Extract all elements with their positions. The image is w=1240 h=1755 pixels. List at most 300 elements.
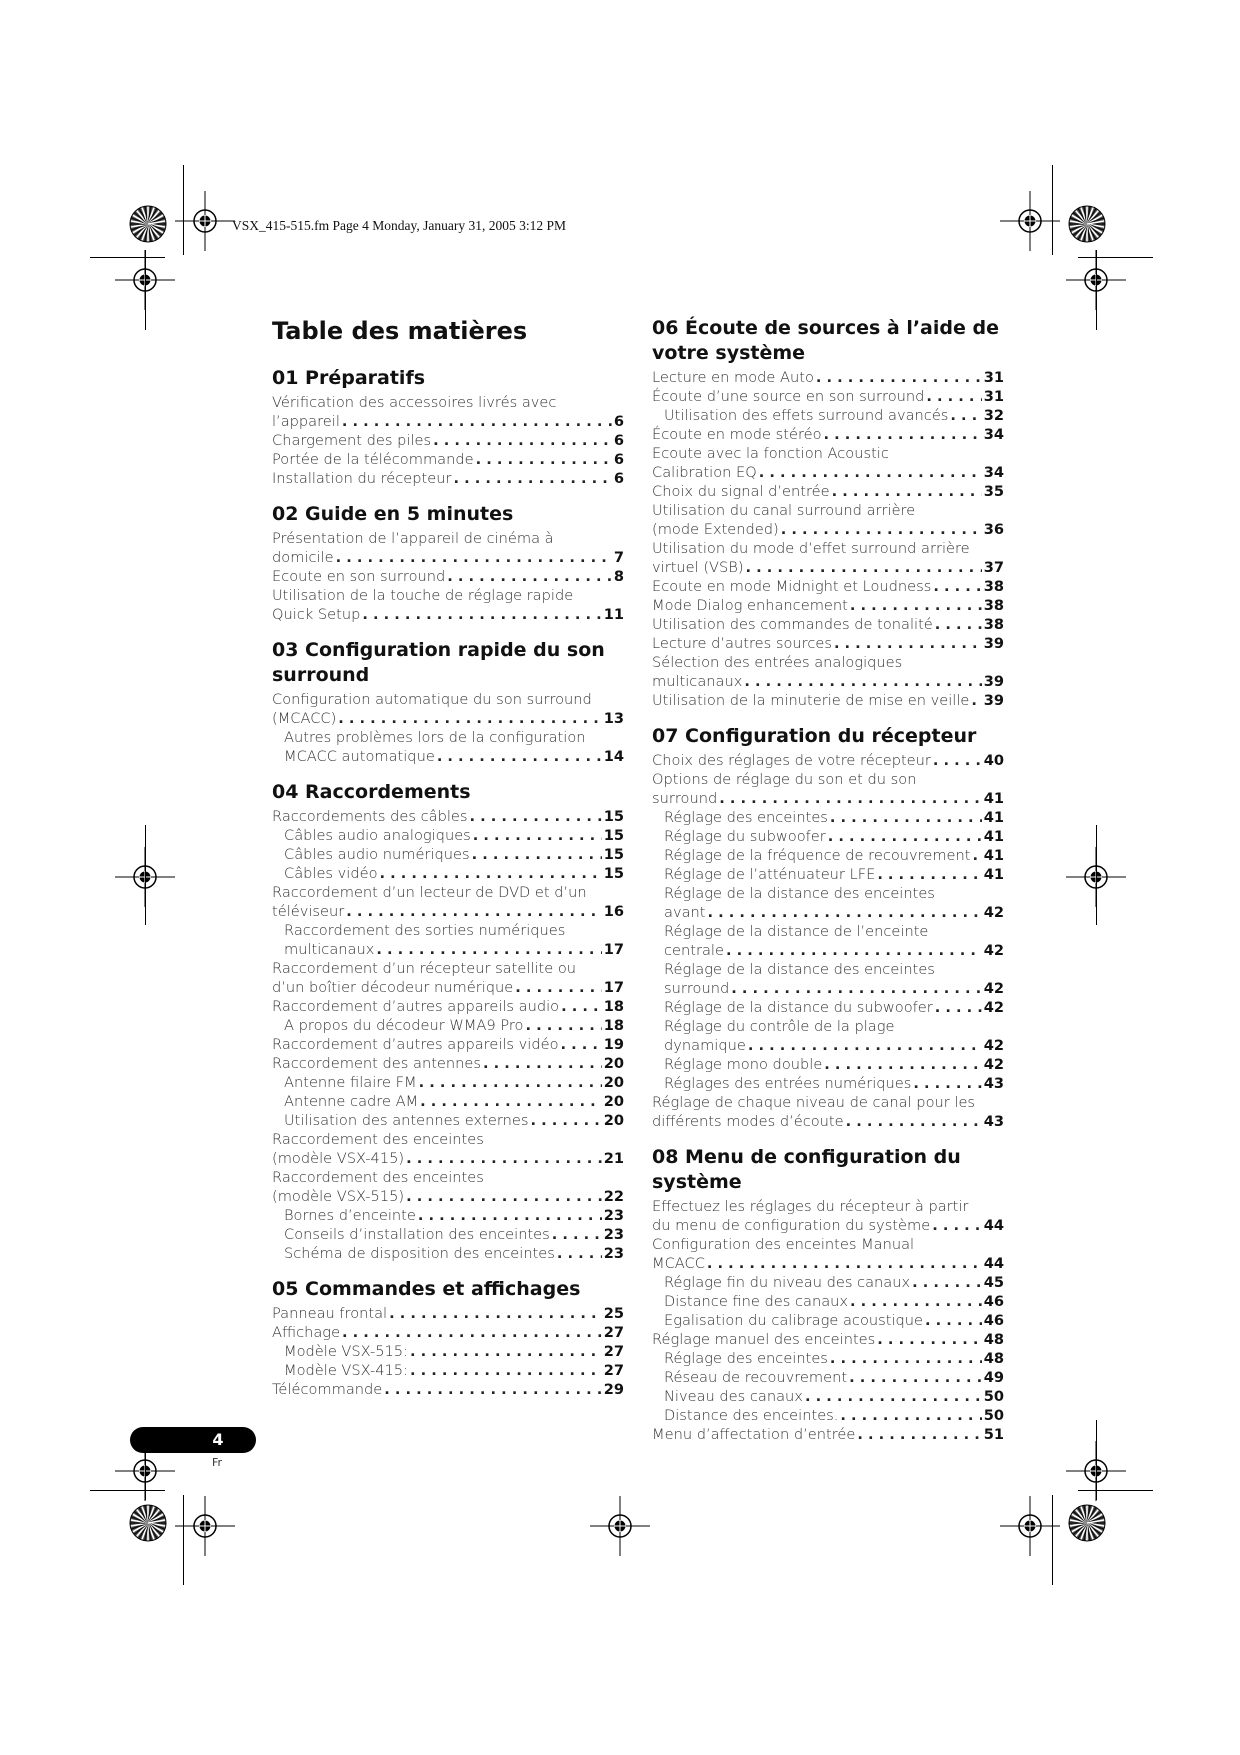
- print-header: VSX_415-515.fm Page 4 Monday, January 31, 2005 3:12 PM: [232, 218, 566, 233]
- entry-text: Egalisation du calibrage acoustique: [664, 1312, 923, 1329]
- page-ref: 39: [983, 692, 1004, 709]
- entry-text: du menu de configuration du système: [652, 1217, 931, 1234]
- page-ref: 41: [983, 866, 1004, 883]
- entry-text: Câbles vidéo: [284, 865, 378, 882]
- entry-text: Utilisation des antennes externes: [284, 1112, 529, 1129]
- entry-text-first-line: Ecoute avec la fonction Acoustic: [652, 445, 889, 462]
- entry-text: Câbles audio numériques: [284, 846, 470, 863]
- entry-text-first-line: Options de réglage du son et du son: [652, 771, 917, 788]
- toc-section: [652, 1145, 1004, 1444]
- entry-text: Antenne cadre AM: [284, 1093, 419, 1110]
- toc-subentry: [652, 884, 1004, 922]
- dot-leader: [971, 691, 981, 710]
- entry-text: avant: [664, 904, 706, 921]
- toc-subentry: [652, 827, 1004, 846]
- dot-leader: [746, 558, 982, 577]
- toc-subentry: [652, 998, 1004, 1017]
- section-title: 03 Configuration rapide du son surround: [272, 639, 605, 686]
- toc-entry: [272, 883, 624, 921]
- crop-line: [183, 165, 184, 255]
- entry-text-first-line: Réglage de la distance de l’enceinte: [664, 923, 929, 940]
- entry-text: dynamique: [664, 1037, 746, 1054]
- page-ref: 8: [613, 568, 624, 585]
- dot-leader: [912, 1273, 982, 1292]
- entry-text: Raccordement des antennes: [272, 1055, 481, 1072]
- toc-subentry: [652, 1349, 1004, 1368]
- dot-leader: [824, 425, 982, 444]
- color-bar-starburst: [128, 1503, 168, 1543]
- entry-text: Réglage de la distance du subwoofer: [664, 999, 933, 1016]
- entry-text: Réglage du subwoofer: [664, 828, 826, 845]
- entry-text: Raccordement d’autres appareils vidéo: [272, 1036, 559, 1053]
- section-title: 01 Préparatifs: [272, 367, 426, 389]
- entry-text: Conseils d’installation des enceintes: [284, 1226, 550, 1243]
- dot-leader: [384, 1380, 601, 1399]
- entry-text: Réglage des enceintes: [664, 809, 828, 826]
- toc-subentry: [652, 1311, 1004, 1330]
- page-ref: 44: [983, 1217, 1004, 1234]
- toc-subentry: [652, 1074, 1004, 1093]
- dot-leader: [748, 1036, 982, 1055]
- entry-text: Modèle VSX-415:: [284, 1362, 408, 1379]
- dot-leader: [515, 978, 601, 997]
- entry-text: MCACC automatique: [284, 748, 435, 765]
- entry-text: Affichage: [272, 1324, 341, 1341]
- entry-text: Bornes d’enceinte: [284, 1207, 416, 1224]
- entry-text: d’un boîtier décodeur numérique: [272, 979, 514, 996]
- section-title: 02 Guide en 5 minutes: [272, 503, 514, 525]
- toc-subentry: [272, 921, 624, 959]
- dot-leader: [437, 747, 602, 766]
- entry-text: Lecture d’autres sources: [652, 635, 832, 652]
- dot-leader: [824, 1055, 981, 1074]
- entry-text: Antenne filaire FM: [284, 1074, 417, 1091]
- toc-entry: [652, 653, 1004, 691]
- page-ref: 25: [603, 1305, 624, 1322]
- toc-entry: [272, 807, 624, 826]
- toc-subentry: [272, 1225, 624, 1244]
- dot-leader: [950, 406, 981, 425]
- registration-target: [590, 1496, 650, 1556]
- page-ref: 23: [603, 1245, 624, 1262]
- entry-text-first-line: Réglage de la distance des enceintes: [664, 961, 935, 978]
- page-ref: 14: [603, 748, 624, 765]
- entry-text: Calibration EQ: [652, 464, 757, 481]
- dot-leader: [346, 902, 601, 921]
- dot-leader: [552, 1225, 602, 1244]
- page-ref: 45: [983, 1274, 1004, 1291]
- toc-subentry: [652, 1292, 1004, 1311]
- page-ref: 38: [983, 616, 1004, 633]
- toc-subentry: [272, 1342, 624, 1361]
- toc-entry: [652, 770, 1004, 808]
- entry-text: virtuel (VSB): [652, 559, 744, 576]
- entry-text: (modèle VSX-515): [272, 1188, 405, 1205]
- toc-title: Table des matières: [272, 317, 528, 345]
- page-ref: 22: [603, 1188, 624, 1205]
- toc-subentry: [652, 865, 1004, 884]
- dot-leader: [419, 1073, 602, 1092]
- toc-entry: [652, 1235, 1004, 1273]
- entry-text: multicanaux: [284, 941, 375, 958]
- page-ref: 20: [603, 1055, 624, 1072]
- entry-text: Choix du signal d’entrée: [652, 483, 830, 500]
- page-ref: 18: [603, 998, 624, 1015]
- entry-text: Ecoute en mode Midnight et Loudness: [652, 578, 932, 595]
- dot-leader: [828, 827, 982, 846]
- dot-leader: [731, 979, 981, 998]
- entry-text: Modèle VSX-515:: [284, 1343, 408, 1360]
- dot-leader: [561, 997, 602, 1016]
- entry-text-first-line: Configuration automatique du son surround: [272, 691, 592, 708]
- page-ref: 50: [983, 1407, 1004, 1424]
- toc-section: [272, 366, 624, 488]
- toc-entry: [272, 997, 624, 1016]
- entry-text-first-line: Réglage de la distance des enceintes: [664, 885, 935, 902]
- page-ref: 42: [983, 980, 1004, 997]
- toc-entry: [652, 1425, 1004, 1444]
- toc-section: [652, 724, 1004, 1131]
- page-ref: 15: [603, 846, 624, 863]
- page-ref: 21: [603, 1150, 624, 1167]
- entry-text: Utilisation de la minuterie de mise en veille: [652, 692, 970, 709]
- entry-text: Distance fine des canaux: [664, 1293, 849, 1310]
- page-ref: 15: [603, 827, 624, 844]
- entry-text: Niveau des canaux: [664, 1388, 803, 1405]
- page-ref: 29: [603, 1381, 624, 1398]
- crop-line: [90, 1490, 165, 1491]
- page-ref: 20: [603, 1074, 624, 1091]
- entry-text-first-line: Raccordement des enceintes: [272, 1169, 484, 1186]
- dot-leader: [420, 1092, 602, 1111]
- toc-entry: [272, 529, 624, 567]
- toc-subentry: [272, 1092, 624, 1111]
- dot-leader: [406, 1149, 602, 1168]
- dot-leader: [926, 387, 981, 406]
- entry-text: Ecoute en son surround: [272, 568, 446, 585]
- toc-entry: [652, 425, 1004, 444]
- section-title: 07 Configuration du récepteur: [652, 725, 977, 747]
- toc-entry: [652, 596, 1004, 615]
- crop-line: [1052, 165, 1053, 255]
- crop-line: [1078, 1490, 1153, 1491]
- crop-line: [145, 825, 146, 925]
- page-ref: 20: [603, 1093, 624, 1110]
- toc-subentry: [652, 808, 1004, 827]
- entry-text-first-line: Réglage du contrôle de la plage: [664, 1018, 895, 1035]
- toc-subentry: [272, 1244, 624, 1263]
- page-ref: 48: [983, 1331, 1004, 1348]
- dot-leader: [925, 1311, 982, 1330]
- dot-leader: [389, 1304, 602, 1323]
- entry-text: Câbles audio analogiques: [284, 827, 471, 844]
- registration-target: [175, 191, 235, 251]
- toc-section: [272, 502, 624, 624]
- toc-left-column: [272, 316, 624, 1413]
- toc-entry: [652, 387, 1004, 406]
- entry-text-first-line: Utilisation du mode d’effet surround arrière: [652, 540, 970, 557]
- entry-text: Installation du récepteur: [272, 470, 452, 487]
- dot-leader: [342, 1323, 602, 1342]
- entry-text: MCACC: [652, 1255, 705, 1272]
- dot-leader: [483, 1054, 602, 1073]
- color-bar-starburst: [128, 204, 168, 244]
- toc-subentry: [652, 1273, 1004, 1292]
- entry-text: Télécommande: [272, 1381, 383, 1398]
- entry-text: Réglage fin du niveau des canaux: [664, 1274, 911, 1291]
- dot-leader: [850, 596, 982, 615]
- page-ref: 18: [603, 1017, 624, 1034]
- toc-entry: [272, 1304, 624, 1323]
- page-ref: 38: [983, 597, 1004, 614]
- entry-text: (modèle VSX-415): [272, 1150, 405, 1167]
- page-ref: 27: [603, 1362, 624, 1379]
- entry-text: Utilisation des effets surround avancés: [664, 407, 949, 424]
- page-ref: 41: [983, 828, 1004, 845]
- toc-entry: [652, 368, 1004, 387]
- dot-leader: [973, 846, 982, 865]
- page-ref: 51: [983, 1426, 1004, 1443]
- dot-leader: [473, 826, 602, 845]
- dot-leader: [380, 864, 602, 883]
- dot-leader: [816, 368, 982, 387]
- page-ref: 36: [983, 521, 1004, 538]
- toc-entry: [652, 539, 1004, 577]
- dot-leader: [476, 450, 612, 469]
- entry-text: différents modes d’écoute: [652, 1113, 844, 1130]
- page-ref: 15: [603, 865, 624, 882]
- entry-text: Réseau de recouvrement: [664, 1369, 848, 1386]
- toc-entry: [272, 1380, 624, 1399]
- dot-leader: [557, 1244, 602, 1263]
- dot-leader: [530, 1111, 601, 1130]
- entry-text-first-line: Réglage de chaque niveau de canal pour les: [652, 1094, 976, 1111]
- page-ref: 38: [983, 578, 1004, 595]
- entry-text-first-line: Configuration des enceintes Manual: [652, 1236, 915, 1253]
- page-ref: 19: [603, 1036, 624, 1053]
- dot-leader: [406, 1187, 602, 1206]
- entry-text: centrale: [664, 942, 724, 959]
- dot-leader: [846, 1112, 982, 1131]
- toc-entry: [272, 450, 624, 469]
- page-ref: 15: [603, 808, 624, 825]
- page-ref: 42: [983, 904, 1004, 921]
- entry-text: Chargement des piles: [272, 432, 432, 449]
- entry-text: Réglage mono double: [664, 1056, 823, 1073]
- page-ref: 6: [613, 470, 624, 487]
- entry-text-first-line: Raccordement d’un lecteur de DVD et d’un: [272, 884, 587, 901]
- page-ref: 43: [983, 1113, 1004, 1130]
- toc-entry: [652, 1330, 1004, 1349]
- toc-subentry: [652, 1406, 1004, 1425]
- toc-entry: [652, 577, 1004, 596]
- page-ref: 11: [603, 606, 624, 623]
- page-tab: [130, 1427, 256, 1453]
- dot-leader: [418, 1206, 602, 1225]
- entry-text: Réglages des entrées numériques: [664, 1075, 912, 1092]
- page-ref: 39: [983, 673, 1004, 690]
- page-ref: 40: [983, 752, 1004, 769]
- page-ref: 39: [983, 635, 1004, 652]
- dot-leader: [830, 1349, 982, 1368]
- dot-leader: [336, 548, 612, 567]
- page-ref: 7: [613, 549, 624, 566]
- entry-text: Écoute d’une source en son surround: [652, 388, 925, 405]
- page-ref: 49: [983, 1369, 1004, 1386]
- toc-entry: [272, 393, 624, 431]
- dot-leader: [759, 463, 982, 482]
- entry-text: A propos du décodeur WMA9 Pro: [284, 1017, 524, 1034]
- page-ref: 17: [603, 941, 624, 958]
- entry-text-first-line: Sélection des entrées analogiques: [652, 654, 903, 671]
- page-ref: 44: [983, 1255, 1004, 1272]
- dot-leader: [342, 412, 612, 431]
- entry-text: Écoute en mode stéréo: [652, 426, 822, 443]
- toc-subentry: [272, 845, 624, 864]
- toc-entry: [652, 1093, 1004, 1131]
- entry-text: Panneau frontal: [272, 1305, 388, 1322]
- dot-leader: [362, 605, 601, 624]
- toc-entry: [272, 1323, 624, 1342]
- section-title: 05 Commandes et affichages: [272, 1278, 581, 1300]
- toc-entry: [652, 691, 1004, 710]
- page-ref: 32: [983, 407, 1004, 424]
- page-ref: 6: [613, 432, 624, 449]
- registration-target: [1000, 191, 1060, 251]
- toc-entry: [272, 586, 624, 624]
- toc-subentry: [652, 406, 1004, 425]
- entry-text-first-line: Raccordement des enceintes: [272, 1131, 484, 1148]
- page-ref: 31: [983, 369, 1004, 386]
- crop-line: [1052, 1495, 1053, 1585]
- page-language: Fr: [212, 1456, 223, 1469]
- dot-leader: [877, 1330, 981, 1349]
- entry-text: domicile: [272, 549, 334, 566]
- page-ref: 16: [603, 903, 624, 920]
- entry-text: Choix des réglages de votre récepteur: [652, 752, 931, 769]
- toc-entry: [652, 444, 1004, 482]
- entry-text-first-line: Effectuez les réglages du récepteur à partir: [652, 1198, 969, 1215]
- dot-leader: [933, 751, 982, 770]
- page-ref: 35: [983, 483, 1004, 500]
- toc-subentry: [652, 846, 1004, 865]
- toc-entry: [272, 1130, 624, 1168]
- entry-text: Raccordement d’autres appareils audio: [272, 998, 560, 1015]
- toc-entry: [652, 615, 1004, 634]
- toc-subentry: [272, 826, 624, 845]
- entry-text-first-line: Autres problèmes lors de la configuration: [284, 729, 586, 746]
- toc-subentry: [652, 1055, 1004, 1074]
- color-bar-starburst: [1067, 204, 1107, 244]
- page-ref: 6: [613, 413, 624, 430]
- page-ref: 17: [603, 979, 624, 996]
- entry-text: multicanaux: [652, 673, 743, 690]
- dot-leader: [472, 845, 602, 864]
- page-ref: 42: [983, 942, 1004, 959]
- registration-target: [1000, 1496, 1060, 1556]
- toc-entry: [652, 501, 1004, 539]
- entry-text: surround: [652, 790, 718, 807]
- toc-subentry: [272, 728, 624, 766]
- toc-entry: [272, 431, 624, 450]
- toc-entry: [272, 469, 624, 488]
- toc-subentry: [652, 1387, 1004, 1406]
- section-title: 06 Écoute de sources à l’aide de votre système: [652, 317, 999, 364]
- dot-leader: [744, 672, 981, 691]
- entry-text: (mode Extended): [652, 521, 779, 538]
- dot-leader: [850, 1292, 982, 1311]
- page-ref: 46: [983, 1312, 1004, 1329]
- dot-leader: [935, 998, 982, 1017]
- page-ref: 41: [983, 847, 1004, 864]
- page-ref: 50: [983, 1388, 1004, 1405]
- dot-leader: [913, 1074, 981, 1093]
- toc-entry: [272, 1054, 624, 1073]
- entry-text: surround: [664, 980, 730, 997]
- dot-leader: [338, 709, 601, 728]
- page-ref: 42: [983, 999, 1004, 1016]
- page-number: 4: [212, 1430, 224, 1449]
- page-ref: 20: [603, 1112, 624, 1129]
- entry-text-first-line: Utilisation du canal surround arrière: [652, 502, 916, 519]
- dot-leader: [849, 1368, 982, 1387]
- entry-text: Raccordements des câbles: [272, 808, 468, 825]
- entry-text: Quick Setup: [272, 606, 361, 623]
- toc-subentry: [272, 1111, 624, 1130]
- dot-leader: [830, 808, 982, 827]
- page-ref: 13: [603, 710, 624, 727]
- toc-subentry: [272, 1361, 624, 1380]
- toc-section: [652, 316, 1004, 710]
- crop-line: [1096, 825, 1097, 925]
- dot-leader: [726, 941, 982, 960]
- toc-entry: [272, 1035, 624, 1054]
- entry-text-first-line: Vérification des accessoires livrés avec: [272, 394, 557, 411]
- page-ref: 46: [983, 1293, 1004, 1310]
- page-ref: 42: [983, 1056, 1004, 1073]
- entry-text-first-line: Raccordement d’un récepteur satellite ou: [272, 960, 577, 977]
- toc-section: [272, 1277, 624, 1399]
- page-ref: 23: [603, 1226, 624, 1243]
- dot-leader: [877, 865, 981, 884]
- crop-line: [1096, 1420, 1097, 1500]
- dot-leader: [707, 1254, 982, 1273]
- page-ref: 6: [613, 451, 624, 468]
- toc-entry: [272, 567, 624, 586]
- entry-text: (MCACC): [272, 710, 337, 727]
- toc-subentry: [272, 864, 624, 883]
- dot-leader: [469, 807, 601, 826]
- color-bar-starburst: [1067, 1503, 1107, 1543]
- page-ref: 43: [983, 1075, 1004, 1092]
- dot-leader: [561, 1035, 602, 1054]
- dot-leader: [433, 431, 612, 450]
- page-ref: 27: [603, 1343, 624, 1360]
- dot-leader: [708, 903, 982, 922]
- entry-text-first-line: Présentation de l’appareil de cinéma à: [272, 530, 554, 547]
- section-title: 04 Raccordements: [272, 781, 471, 803]
- crop-line: [183, 1495, 184, 1585]
- entry-text: l’appareil: [272, 413, 340, 430]
- entry-text-first-line: Raccordement des sorties numériques: [284, 922, 566, 939]
- entry-text: Distance des enceintes.: [664, 1407, 839, 1424]
- toc-entry: [652, 1197, 1004, 1235]
- toc-right-column: [652, 316, 1004, 1458]
- toc-subentry: [652, 922, 1004, 960]
- dot-leader: [410, 1342, 602, 1361]
- toc-entry: [272, 690, 624, 728]
- dot-leader: [526, 1016, 602, 1035]
